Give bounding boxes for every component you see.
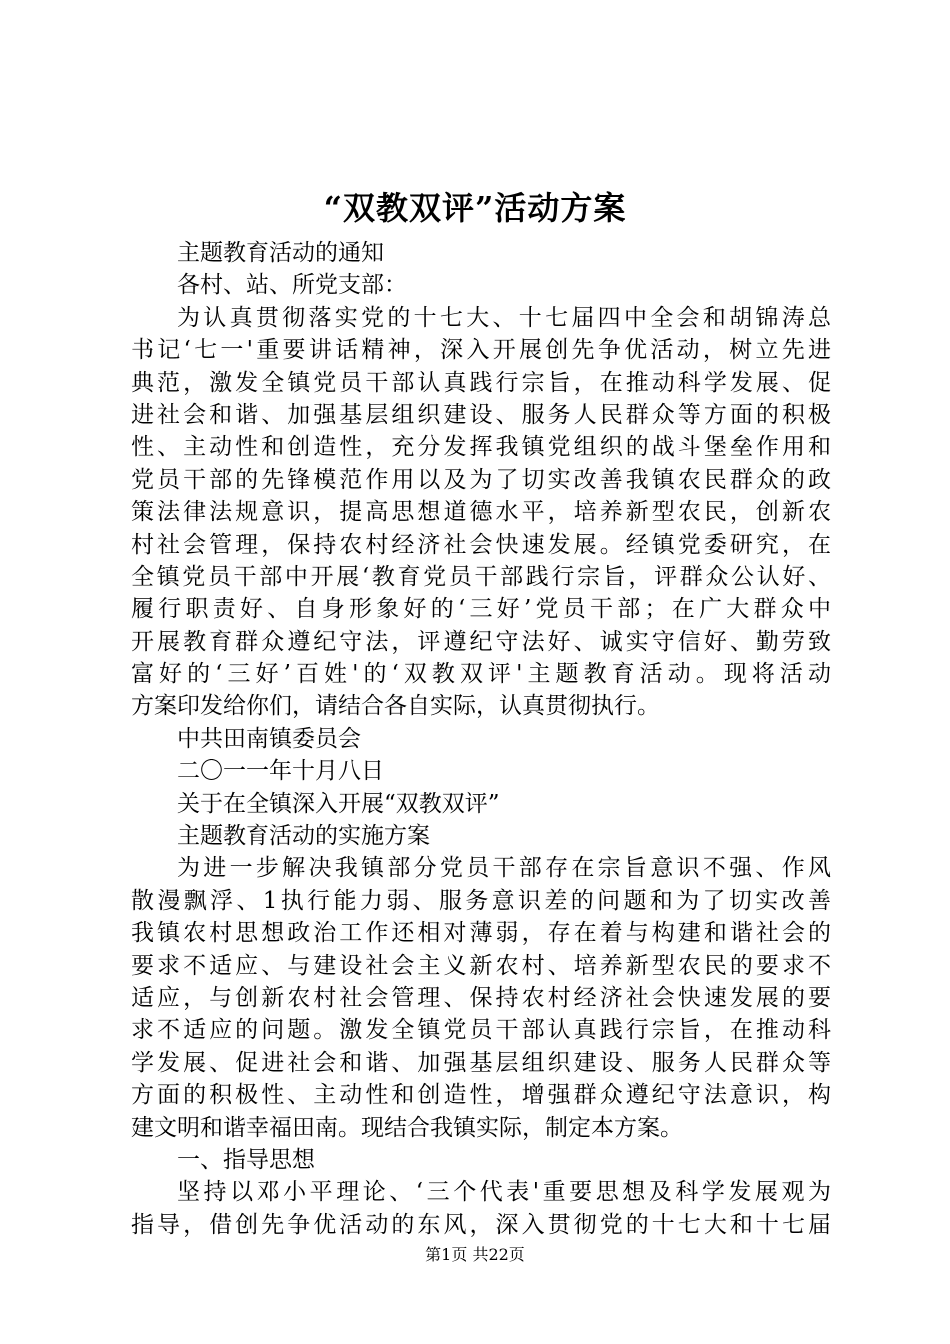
text-line: 我镇农村思想政治工作还相对薄弱，存在着与构建和谐社会的: [131, 920, 831, 947]
document-title: “双教双评”活动方案: [323, 189, 627, 227]
text-line: 村社会管理，保持农村经济社会快速发展。经镇党委研究，在: [131, 531, 831, 558]
text-line: 关于在全镇深入开展“双教双评”: [177, 790, 500, 817]
page-footer: 第1页 共22页: [425, 1245, 525, 1264]
text-line: 富好的‘三好’百姓'的‘双教双评'主题教育活动。现将活动: [131, 661, 831, 688]
text-line: 散漫飘浮、1执行能力弱、服务意识差的问题和为了切实改善: [131, 887, 831, 914]
text-line: 学发展、促进社会和谐、加强基层组织建设、服务人民群众等: [131, 1049, 831, 1076]
text-line: 进社会和谐、加强基层组织建设、服务人民群众等方面的积极: [131, 401, 831, 428]
text-line: 书记‘七一'重要讲话精神，深入开展创先争优活动，树立先进: [131, 337, 831, 364]
text-line: 中共田南镇委员会: [177, 725, 361, 752]
text-line: 各村、站、所党支部：: [177, 272, 407, 299]
text-line: 为认真贯彻落实党的十七大、十七届四中全会和胡锦涛总: [177, 304, 831, 331]
text-line: 建文明和谐幸福田南。现结合我镇实际，制定本方案。: [131, 1114, 683, 1141]
text-line: 主题教育活动的实施方案: [177, 823, 430, 850]
text-line: 主题教育活动的通知: [177, 240, 384, 266]
text-line: 全镇党员干部中开展‘教育党员干部践行宗旨，评群众公认好、: [131, 563, 831, 590]
text-line: 要求不适应、与建设社会主义新农村、培养新型农民的要求不: [131, 952, 831, 979]
text-line: 二〇一一年十月八日: [177, 758, 384, 785]
section-heading: 一、指导思想: [177, 1146, 315, 1173]
text-line: 方面的积极性、主动性和创造性，增强群众遵纪守法意识，构: [131, 1082, 831, 1109]
text-line: 开展教育群众遵纪守法，评遵纪守法好、诚实守信好、勤劳致: [131, 628, 831, 655]
text-line: 党员干部的先锋模范作用以及为了切实改善我镇农民群众的政: [131, 466, 831, 493]
text-line: 求不适应的问题。激发全镇党员干部认真践行宗旨，在推动科: [131, 1017, 831, 1044]
text-line: 性、主动性和创造性，充分发挥我镇党组织的战斗堡垒作用和: [131, 434, 831, 461]
document-body: [131, 237, 831, 1241]
text-line: 策法律法规意识，提高思想道德水平，培养新型农民，创新农: [131, 499, 831, 526]
text-line: 履行职责好、自身形象好的‘三好’党员干部；在广大群众中: [131, 596, 831, 623]
text-line: 指导，借创先争优活动的东风，深入贯彻党的十七大和十七届: [131, 1211, 831, 1238]
text-line: 适应，与创新农村社会管理、保持农村经济社会快速发展的要: [131, 984, 831, 1011]
text-line: 为进一步解决我镇部分党员干部存在宗旨意识不强、作风: [177, 855, 831, 882]
text-line: 坚持以邓小平理论、‘三个代表'重要思想及科学发展观为: [177, 1179, 831, 1206]
text-line: 典范，激发全镇党员干部认真践行宗旨，在推动科学发展、促: [131, 369, 831, 396]
text-line: 方案印发给你们，请结合各自实际，认真贯彻执行。: [131, 693, 660, 720]
